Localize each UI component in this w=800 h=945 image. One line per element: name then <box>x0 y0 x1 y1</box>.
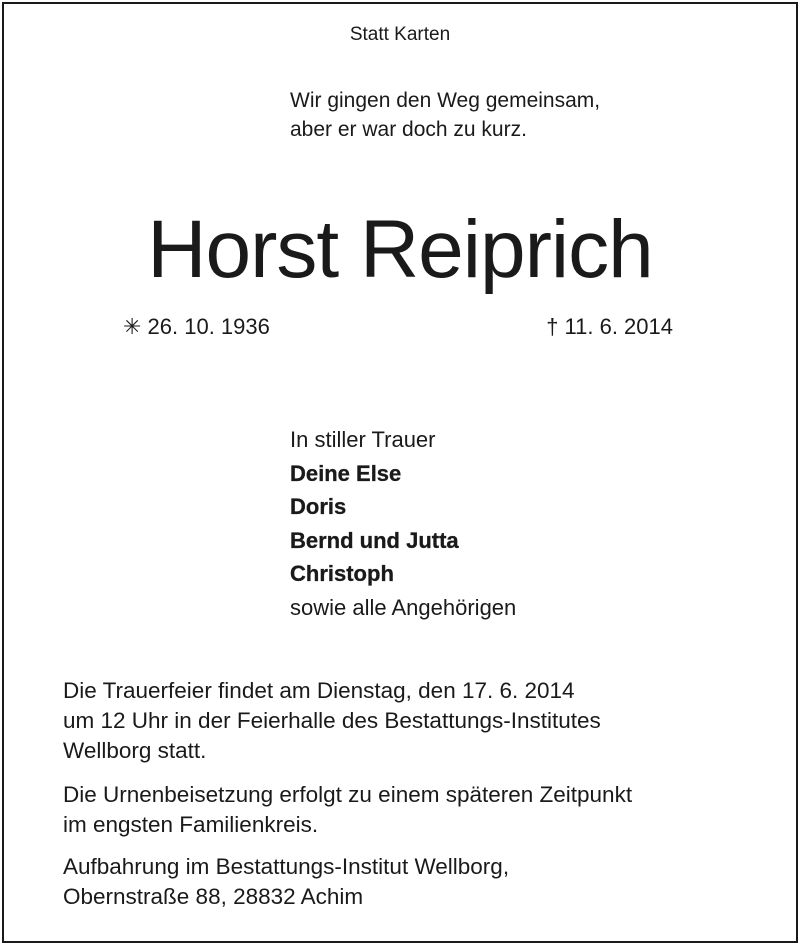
mourner-name: Deine Else <box>290 460 402 486</box>
viewing-notice <box>63 852 509 912</box>
mourner-name: Doris <box>290 494 347 519</box>
funeral-line: um 12 Uhr in der Feierhalle des Bestattungs-Institutes <box>63 708 601 733</box>
birth-date: ✳ 26. 10. 1936 <box>123 314 270 339</box>
death-date: † 11. 6. 2014 <box>546 314 673 339</box>
viewing-line: Aufbahrung im Bestattungs-Institut Wellborg, <box>63 854 510 879</box>
viewing-line: Obernstraße 88, 28832 Achim <box>63 884 364 909</box>
mourner-name: Bernd und Jutta <box>290 527 459 553</box>
quote <box>290 86 600 144</box>
mourner-name: Christoph <box>290 561 394 586</box>
funeral-line: Wellborg statt. <box>63 738 207 763</box>
urn-line: im engsten Familienkreis. <box>63 812 319 837</box>
mourners-block <box>290 423 516 624</box>
urn-line: Die Urnenbeisetzung erfolgt zu einem späteren Zeitpunkt <box>63 782 633 807</box>
quote-line-1: Wir gingen den Weg gemeinsam, <box>290 89 601 112</box>
mourners-intro: In stiller Trauer <box>290 427 436 452</box>
deceased-name: Horst Reiprich <box>147 204 653 295</box>
funeral-line: Die Trauerfeier findet am Dienstag, den 17. 6. 2014 <box>63 678 575 703</box>
funeral-notice <box>63 676 601 766</box>
header-text: Statt Karten <box>349 24 451 45</box>
mourners-closing: sowie alle Angehörigen <box>290 594 517 620</box>
quote-line-2: aber er war doch zu kurz. <box>290 118 527 141</box>
urn-notice <box>63 780 632 840</box>
